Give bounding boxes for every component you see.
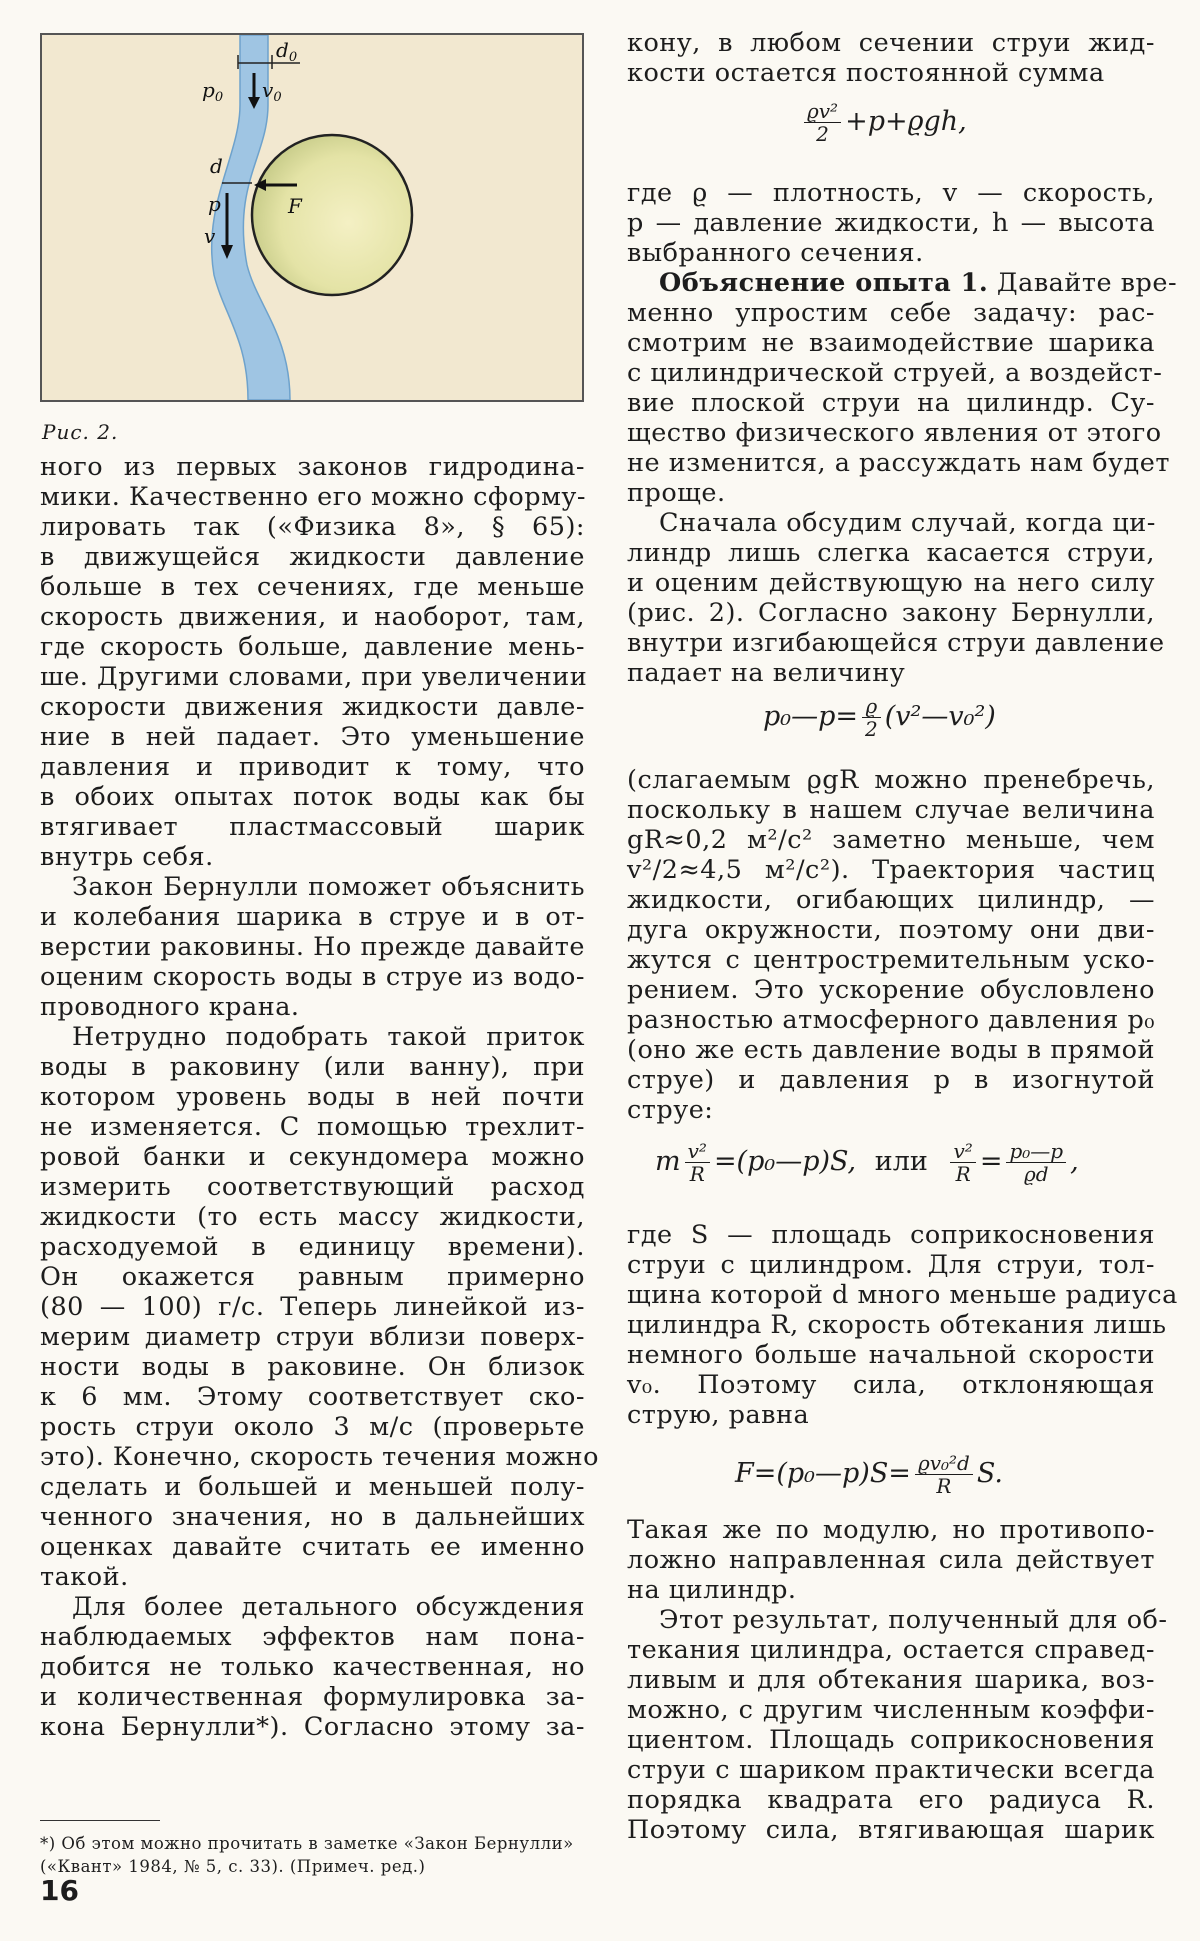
text-line: Нетрудно подобрать такой приток	[72, 1022, 585, 1052]
left-column-text	[40, 452, 599, 1742]
text-line: ливым и для обтекания шарика, воз-	[627, 1665, 1155, 1695]
right-column-block4	[627, 765, 1155, 1125]
text-line: щество физического явления от этого	[627, 418, 1162, 448]
text-line: оценим скорость воды в струе из водо-	[40, 962, 585, 992]
text-line: где S — площадь соприкосновения	[627, 1220, 1155, 1250]
text-line: порядка квадрата его радиуса R.	[627, 1785, 1155, 1815]
text-line: кону, в любом сечении струи жид-	[627, 28, 1155, 58]
text-line: Закон Бернулли поможет объяснить	[72, 872, 585, 902]
right-column-block6	[627, 1515, 1168, 1845]
text-line: (80 — 100) г/с. Теперь линейкой из-	[40, 1292, 585, 1322]
text-line: можно, с другим численным коэффи-	[627, 1695, 1155, 1725]
text-line: не изменится, а рассуждать нам будет	[627, 448, 1170, 478]
text-line: и оценим действующую на него силу	[627, 568, 1155, 598]
label-d: d	[210, 154, 223, 178]
text-line: Для более детального обсуждения	[72, 1592, 585, 1622]
text-line: струи с цилиндром. Для струи, тол-	[627, 1250, 1155, 1280]
text-line: щина которой d много меньше радиуса	[627, 1280, 1178, 1310]
text-line: ного из первых законов гидродина-	[40, 452, 585, 482]
figure-bernoulli-ball	[40, 33, 584, 402]
text-line: проще.	[627, 478, 726, 508]
text-line: менно упростим себе задачу: рас-	[627, 298, 1155, 328]
explanation-heading: Объяснение опыта 1.	[659, 268, 989, 298]
label-p: p	[208, 192, 221, 216]
text-line: струи с шариком практически всегда	[627, 1755, 1155, 1785]
text-line: такой.	[40, 1562, 129, 1592]
text-line: поскольку в нашем случае величина	[627, 795, 1155, 825]
ball	[252, 135, 412, 295]
formula-force: F=(p₀—p)S= $\frac{\text{ϱv₀²d}}{R}$ S.	[735, 1451, 1003, 1498]
text-line: внутрь себя.	[40, 842, 214, 872]
text-line: к 6 мм. Этому соответствует ско-	[40, 1382, 585, 1412]
footnote: *) Об этом можно прочитать в заметке «Закон Бернулли» («Квант» 1984, № 5, с. 33). (Примеч. ред.)	[40, 1834, 574, 1876]
label-p0: $p_0$	[202, 78, 224, 105]
text-line: ности воды в раковине. Он близок	[40, 1352, 585, 1382]
text-line: Он окажется равным примерно	[40, 1262, 585, 1292]
text-line: и колебания шарика в струе и в от-	[40, 902, 585, 932]
text-line: ше. Другими словами, при увеличении	[40, 662, 588, 692]
text-line: не изменяется. С помощью трехлит-	[40, 1112, 585, 1142]
text-line: проводного крана.	[40, 992, 300, 1022]
text-line: и количественная формулировка за-	[40, 1682, 585, 1712]
text-line: жидкости (то есть массу жидкости,	[40, 1202, 585, 1232]
page-number: 16	[40, 1874, 79, 1907]
text-line: ложно направленная сила действует	[627, 1545, 1155, 1575]
footnote-rule	[40, 1820, 160, 1821]
text-line: кости остается постоянной сумма	[627, 58, 1105, 88]
text-line: смотрим не взаимодействие шарика	[627, 328, 1155, 358]
label-v0: $v_0$	[262, 78, 282, 105]
text-line: где ϱ — плотность, v — скорость,	[627, 178, 1155, 208]
ball-jet-illustration	[42, 35, 582, 400]
text-line: больше в тех сечениях, где меньше	[40, 572, 585, 602]
text-line: ченного значения, но в дальнейших	[40, 1502, 585, 1532]
text-line: v₀. Поэтому сила, отклоняющая	[627, 1370, 1155, 1400]
text-line: текания цилиндра, остается справед-	[627, 1635, 1155, 1665]
text-line: Сначала обсудим случай, когда ци-	[659, 508, 1156, 538]
text-line: Поэтому сила, втягивающая шарик	[627, 1815, 1155, 1845]
label-F: F	[288, 194, 302, 218]
text-line: цилиндра R, скорость обтекания лишь	[627, 1310, 1167, 1340]
text-line: давления и приводит к тому, что	[40, 752, 585, 782]
text-line: v²/2≈4,5 м²/с²). Траектория частиц	[627, 855, 1155, 885]
text-line: разностью атмосферного давления p₀	[627, 1005, 1155, 1035]
text-line: (рис. 2). Согласно закону Бернулли,	[627, 598, 1155, 628]
text-line: мики. Качественно его можно сформу-	[40, 482, 587, 512]
label-v: v	[204, 224, 216, 248]
formula-bernoulli-sum: $\frac{\text{ϱv²}}{2}$ +p+ϱgh,	[800, 100, 967, 145]
text-line: на цилиндр.	[627, 1575, 797, 1605]
text-line: верстии раковины. Но прежде давайте	[40, 932, 585, 962]
text-line: струе:	[627, 1095, 714, 1125]
text-line: струю, равна	[627, 1400, 810, 1430]
text-line: (оно же есть давление воды в прямой	[627, 1035, 1155, 1065]
right-column-block5	[627, 1220, 1178, 1430]
text-line: жутся с центростремительным уско-	[627, 945, 1155, 975]
text-line: рость струи около 3 м/с (проверьте	[40, 1412, 585, 1442]
text-line: струе) и давления p в изогнутой	[627, 1065, 1155, 1095]
text-line: падает на величину	[627, 658, 906, 688]
text-line: дуга окружности, поэтому они дви-	[627, 915, 1155, 945]
text-line: расходуемой в единицу времени).	[40, 1232, 585, 1262]
text-line: немного больше начальной скорости	[627, 1340, 1155, 1370]
text-line: с цилиндрической струей, а воздейст-	[627, 358, 1163, 388]
text-line: котором уровень воды в ней почти	[40, 1082, 585, 1112]
text-line: добится не только качественная, но	[40, 1652, 585, 1682]
text-line: в движущейся жидкости давление	[40, 542, 585, 572]
text-line: выбранного сечения.	[627, 238, 924, 268]
formula-pressure-drop: p₀—p= $\frac{ϱ}{2}$ (v²—v₀²)	[763, 694, 996, 741]
text-line: gR≈0,2 м²/с² заметно меньше, чем	[627, 825, 1155, 855]
text-line: где скорость больше, давление мень-	[40, 632, 585, 662]
text-line: Такая же по модулю, но противопо-	[627, 1515, 1155, 1545]
text-line: Объяснение опыта 1. Давайте вре-	[659, 268, 1178, 298]
text-line: внутри изгибающейся струи давление	[627, 628, 1165, 658]
text-line: рением. Это ускорение обусловлено	[627, 975, 1155, 1005]
figure-caption: Рис. 2.	[42, 420, 119, 444]
label-d0: $d_0$	[276, 38, 298, 65]
text-line: линдр лишь слегка касается струи,	[627, 538, 1155, 568]
text-line: оценках давайте считать ее именно	[40, 1532, 585, 1562]
text-line: кона Бернулли*). Согласно этому за-	[40, 1712, 585, 1742]
right-column-top	[627, 28, 1155, 88]
text-line: вие плоской струи на цилиндр. Су-	[627, 388, 1155, 418]
text-line: втягивает пластмассовый шарик	[40, 812, 585, 842]
text-line: Этот результат, полученный для об-	[659, 1605, 1168, 1635]
right-column-block2	[627, 178, 1178, 688]
text-line: наблюдаемых эффектов нам пона-	[40, 1622, 585, 1652]
text-line: измерить соответствующий расход	[40, 1172, 585, 1202]
text-line: циентом. Площадь соприкосновения	[627, 1725, 1155, 1755]
text-line: воды в раковину (или ванну), при	[40, 1052, 585, 1082]
text-line: в обоих опытах поток воды как бы	[40, 782, 585, 812]
formula-centripetal: m $\frac{\text{v²}}{R}$ =(p₀—p)S, или $\frac{\text{v²}}{R}$ = $\frac{\text{p₀—p}}{ϱd}$ ,	[655, 1139, 1079, 1186]
text-line: сделать и большей и меньшей полу-	[40, 1472, 585, 1502]
text-line: мерим диаметр струи вблизи поверх-	[40, 1322, 585, 1352]
text-line: лировать так («Физика 8», § 65):	[40, 512, 585, 542]
text-line: p — давление жидкости, h — высота	[627, 208, 1155, 238]
text-line: ние в ней падает. Это уменьшение	[40, 722, 585, 752]
text-line: скорость движения, и наоборот, там,	[40, 602, 585, 632]
text-line: жидкости, огибающих цилиндр, —	[627, 885, 1155, 915]
text-line: это). Конечно, скорость течения можно	[40, 1442, 599, 1472]
text-line: (слагаемым ϱgR можно пренебречь,	[627, 765, 1155, 795]
text-line: скорости движения жидкости давле-	[40, 692, 585, 722]
text-line: ровой банки и секундомера можно	[40, 1142, 585, 1172]
